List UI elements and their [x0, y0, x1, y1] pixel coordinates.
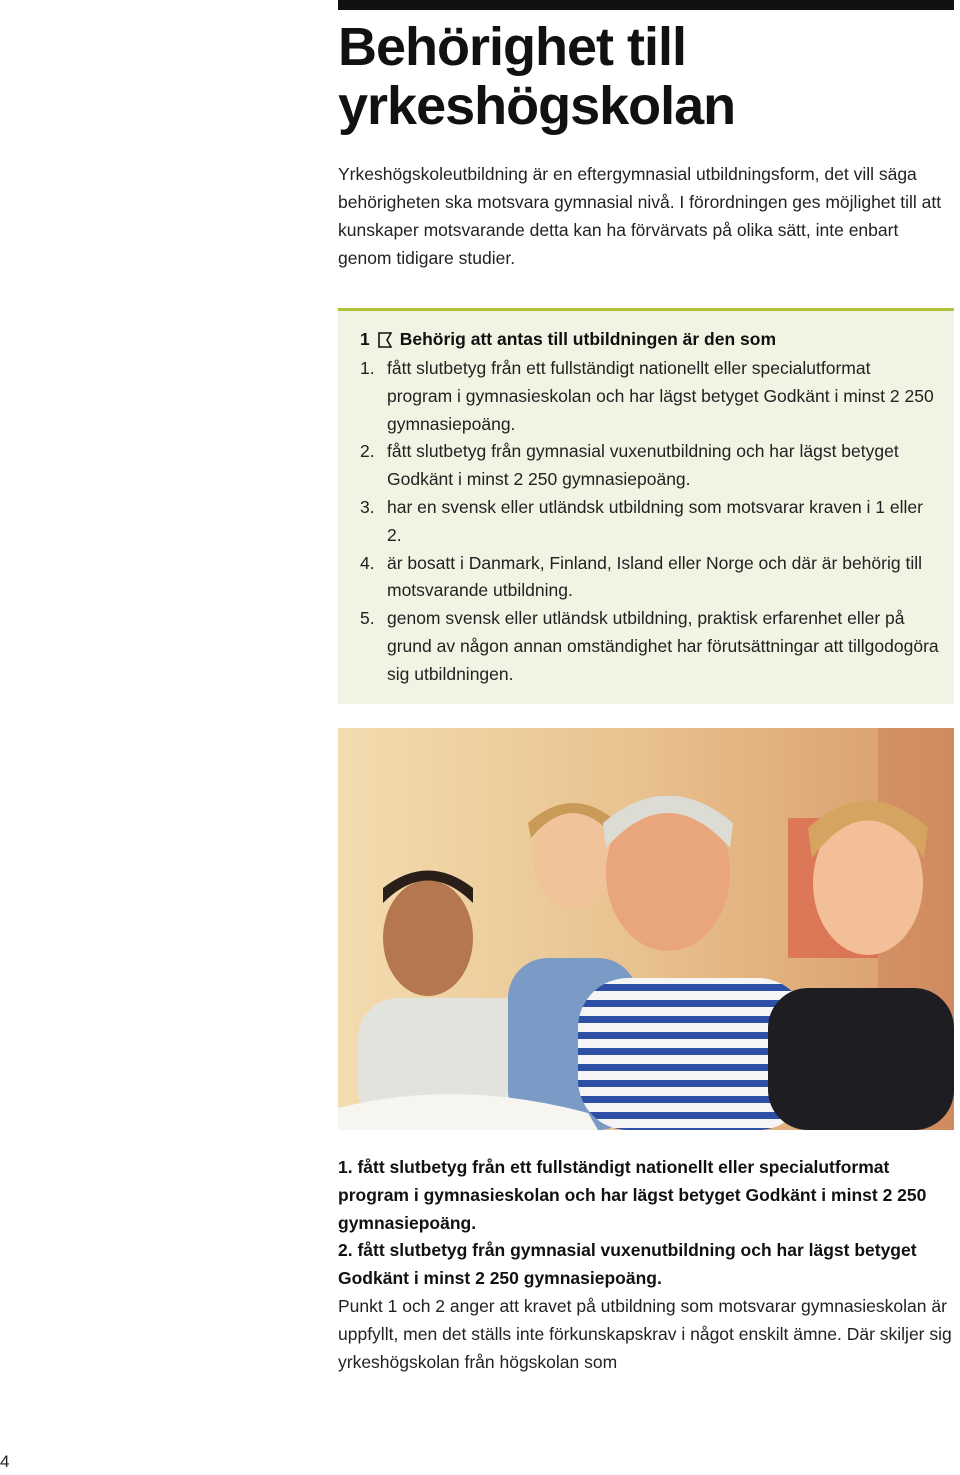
students-photo-illustration — [338, 728, 954, 1130]
eligibility-list — [360, 355, 940, 689]
bottom-bold-point-2: 2. fått slutbetyg från gymnasial vuxenutbildning och har lägst betyget Godkänt i minst 2 250 gymnasiepoäng. — [338, 1240, 917, 1289]
list-item-number: 5. — [360, 608, 375, 629]
list-item-text: har en svensk eller utländsk utbildning som motsvarar kraven i 1 eller 2. — [387, 496, 923, 545]
bottom-text — [338, 1154, 954, 1376]
list-item-text: fått slutbetyg från ett fullständigt nationellt eller specialutformat program i gymnasieskolan och har lägst betyget Godkänt i minst 2 250 gymnasiepoäng. — [387, 358, 934, 434]
list-item-text: genom svensk eller utländsk utbildning, praktisk erfarenhet eller på grund av någon annan omständighet har förutsättningar att tillgodogöra sig utbildningen. — [387, 608, 939, 684]
box-heading-number: 1 — [360, 329, 370, 349]
bottom-paragraph: Punkt 1 och 2 anger att kravet på utbildning som motsvarar gymnasieskolan är uppfyllt, men det ställs inte förkunskapskrav i något enskilt ämne. Där skiljer sig yrkeshögskolan från högskolan som — [338, 1295, 952, 1372]
list-item — [360, 355, 940, 438]
list-item-text: är bosatt i Danmark, Finland, Island eller Norge och där är behörig till motsvarande utbildning. — [387, 552, 922, 601]
top-rule — [338, 0, 954, 10]
intro-paragraph: Yrkeshögskoleutbildning är en eftergymnasial utbildningsform, det vill säga behörigheten ska motsvara gymnasial nivå. I förordningen ges möjlighet till att kunskaper motsvarande detta kan ha förvärvats på olika sätt, inte enbart genom tidigare studier. — [338, 164, 942, 268]
bottom-bold-point-1: 1. fått slutbetyg från ett fullständigt nationellt eller specialutformat program i gymnasieskolan och har lägst betyget Godkänt i minst 2 250 gymnasiepoäng. — [338, 1157, 927, 1233]
list-item — [360, 550, 940, 606]
box-heading-text: Behörig att antas till utbildningen är den som — [399, 329, 777, 349]
page-number: 4 — [0, 1452, 10, 1471]
list-item — [360, 605, 940, 688]
list-item-number: 4. — [360, 552, 375, 573]
title-line-1: Behörighet till — [338, 17, 686, 77]
title-line-2: yrkeshögskolan — [338, 76, 736, 136]
list-item — [360, 438, 940, 494]
students-photo — [338, 728, 954, 1130]
list-item-text: fått slutbetyg från gymnasial vuxenutbildning och har lägst betyget Godkänt i minst 2 250 gymnasiepoäng. — [387, 441, 899, 490]
box-heading — [360, 329, 776, 350]
list-item-number: 3. — [360, 496, 375, 517]
list-item-number: 1. — [360, 358, 375, 378]
page-title — [338, 18, 954, 136]
eligibility-box — [338, 308, 954, 704]
list-item-number: 2. — [360, 441, 375, 462]
list-item — [360, 494, 940, 550]
section-flag-icon — [376, 331, 394, 349]
